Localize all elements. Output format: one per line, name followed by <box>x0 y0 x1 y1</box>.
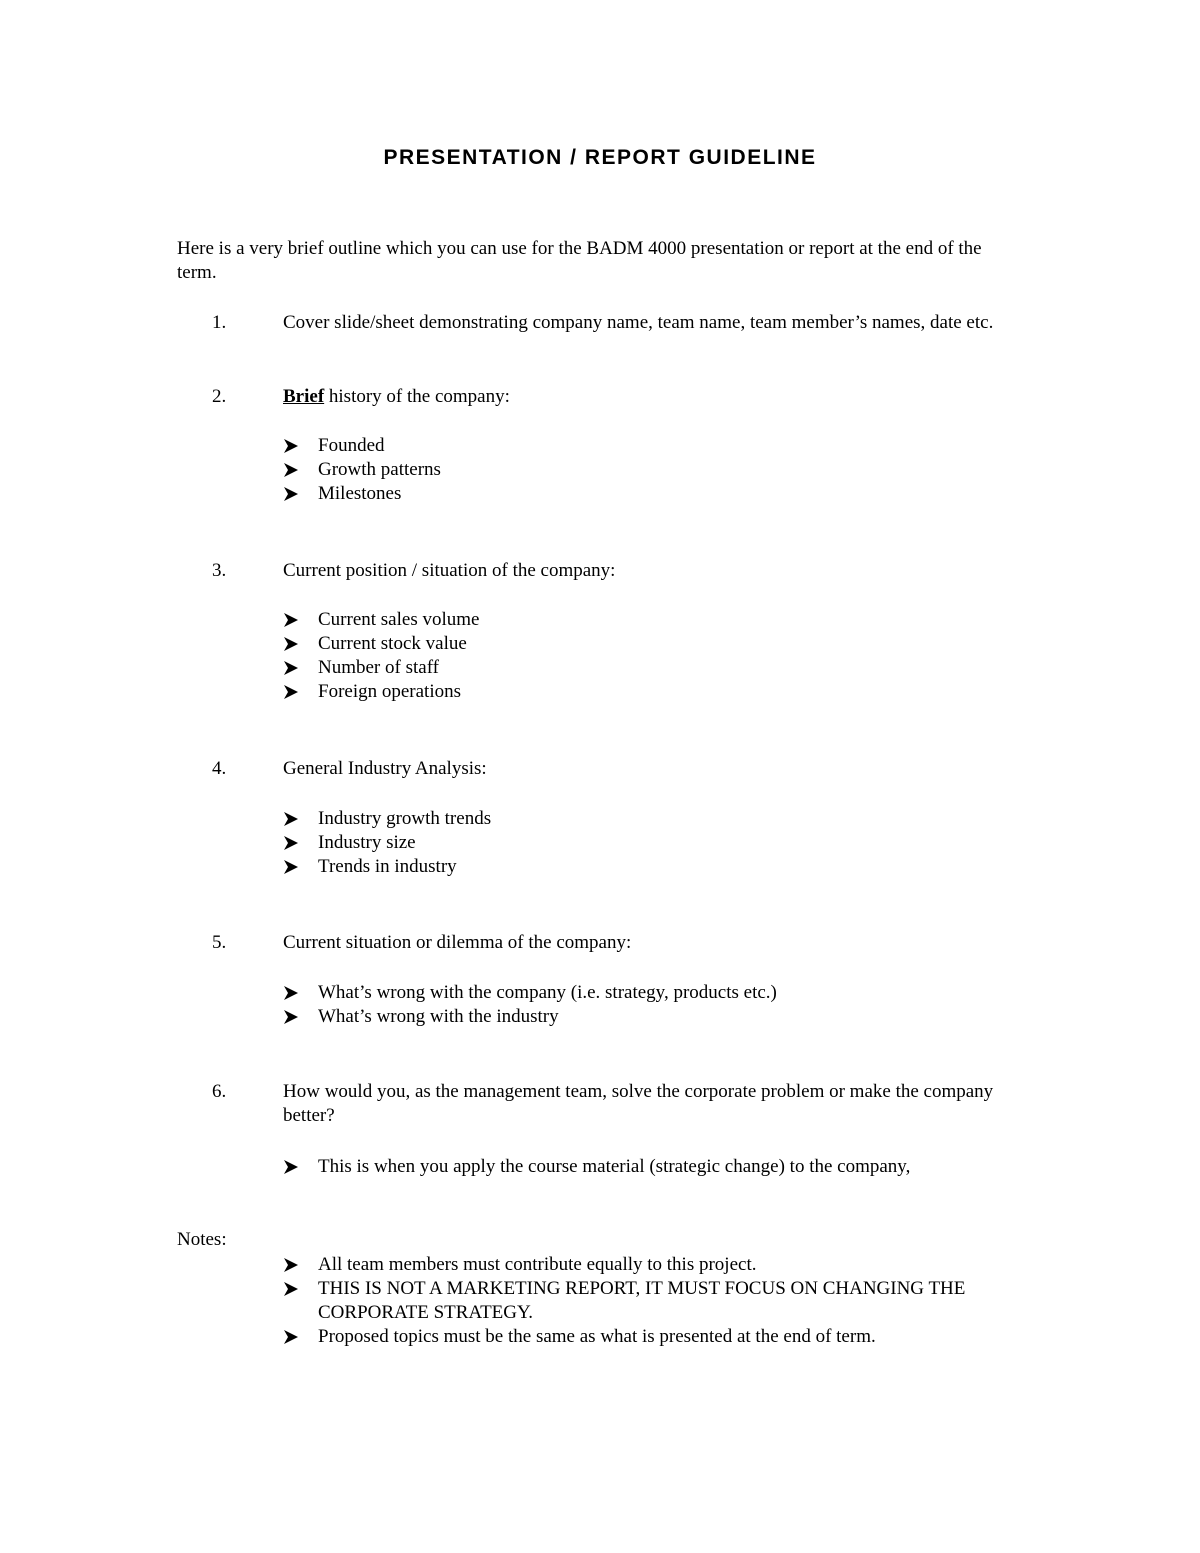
list-item: Growth patterns <box>283 458 1023 482</box>
notes-label: Notes: <box>177 1229 227 1250</box>
list-item: All team members must contribute equally to this project. <box>283 1253 1023 1277</box>
item-number: 1. <box>212 312 227 333</box>
list-item: Foreign operations <box>283 680 1023 704</box>
list-item: What’s wrong with the company (i.e. strategy, products etc.) <box>283 981 1023 1005</box>
item-text: Current position / situation of the company: <box>283 560 616 581</box>
item-number: 2. <box>212 386 227 407</box>
arrowhead-bullet-icon <box>283 636 299 652</box>
bullet-list-item-6 <box>283 1155 1023 1179</box>
arrowhead-bullet-icon <box>283 835 299 851</box>
item-text: Cover slide/sheet demonstrating company name, team name, team member’s names, date etc. <box>283 312 994 333</box>
bullet-list-item-3 <box>283 608 1023 704</box>
arrowhead-bullet-icon <box>283 859 299 875</box>
list-item: Proposed topics must be the same as what is presented at the end of term. <box>283 1325 1023 1349</box>
item-number: 3. <box>212 560 227 581</box>
intro-paragraph: Here is a very brief outline which you can use for the BADM 4000 presentation or report at the end of the term. <box>177 238 982 283</box>
list-item: Milestones <box>283 482 1023 506</box>
list-item: Current stock value <box>283 632 1023 656</box>
arrowhead-bullet-icon <box>283 660 299 676</box>
item-number: 6. <box>212 1081 227 1102</box>
notes-bullet-list <box>283 1253 1023 1349</box>
list-item: Founded <box>283 434 1023 458</box>
arrowhead-bullet-icon <box>283 1257 299 1273</box>
arrowhead-bullet-icon <box>283 612 299 628</box>
arrowhead-bullet-icon <box>283 1009 299 1025</box>
arrowhead-bullet-icon <box>283 684 299 700</box>
list-item: Trends in industry <box>283 855 1023 879</box>
item-text: Current situation or dilemma of the company: <box>283 932 632 953</box>
bullet-list-item-5 <box>283 981 1023 1029</box>
arrowhead-bullet-icon <box>283 811 299 827</box>
item-text <box>283 385 1023 409</box>
arrowhead-bullet-icon <box>283 462 299 478</box>
arrowhead-bullet-icon <box>283 1159 299 1175</box>
item-text: How would you, as the management team, solve the corporate problem or make the company better? <box>283 1081 994 1126</box>
page-title: PRESENTATION / REPORT GUIDELINE <box>383 146 817 169</box>
list-item: Industry size <box>283 831 1023 855</box>
list-item: Number of staff <box>283 656 1023 680</box>
arrowhead-bullet-icon <box>283 1281 299 1297</box>
arrowhead-bullet-icon <box>283 985 299 1001</box>
arrowhead-bullet-icon <box>283 438 299 454</box>
list-item: What’s wrong with the industry <box>283 1005 1023 1029</box>
item-number: 5. <box>212 932 227 953</box>
arrowhead-bullet-icon <box>283 1329 299 1345</box>
arrowhead-bullet-icon <box>283 486 299 502</box>
list-item: Current sales volume <box>283 608 1023 632</box>
item-text-rest: history of the company: <box>324 386 510 407</box>
item-text: General Industry Analysis: <box>283 758 487 779</box>
list-item: Industry growth trends <box>283 807 1023 831</box>
emphasis-text: Brief <box>283 386 325 407</box>
bullet-list-item-4 <box>283 807 1023 879</box>
bullet-list-item-2 <box>283 434 1023 506</box>
list-item: This is when you apply the course material (strategic change) to the company, <box>283 1155 1023 1179</box>
item-number: 4. <box>212 758 227 779</box>
list-item: THIS IS NOT A MARKETING REPORT, IT MUST FOCUS ON CHANGING THE CORPORATE STRATEGY. <box>283 1277 1023 1325</box>
